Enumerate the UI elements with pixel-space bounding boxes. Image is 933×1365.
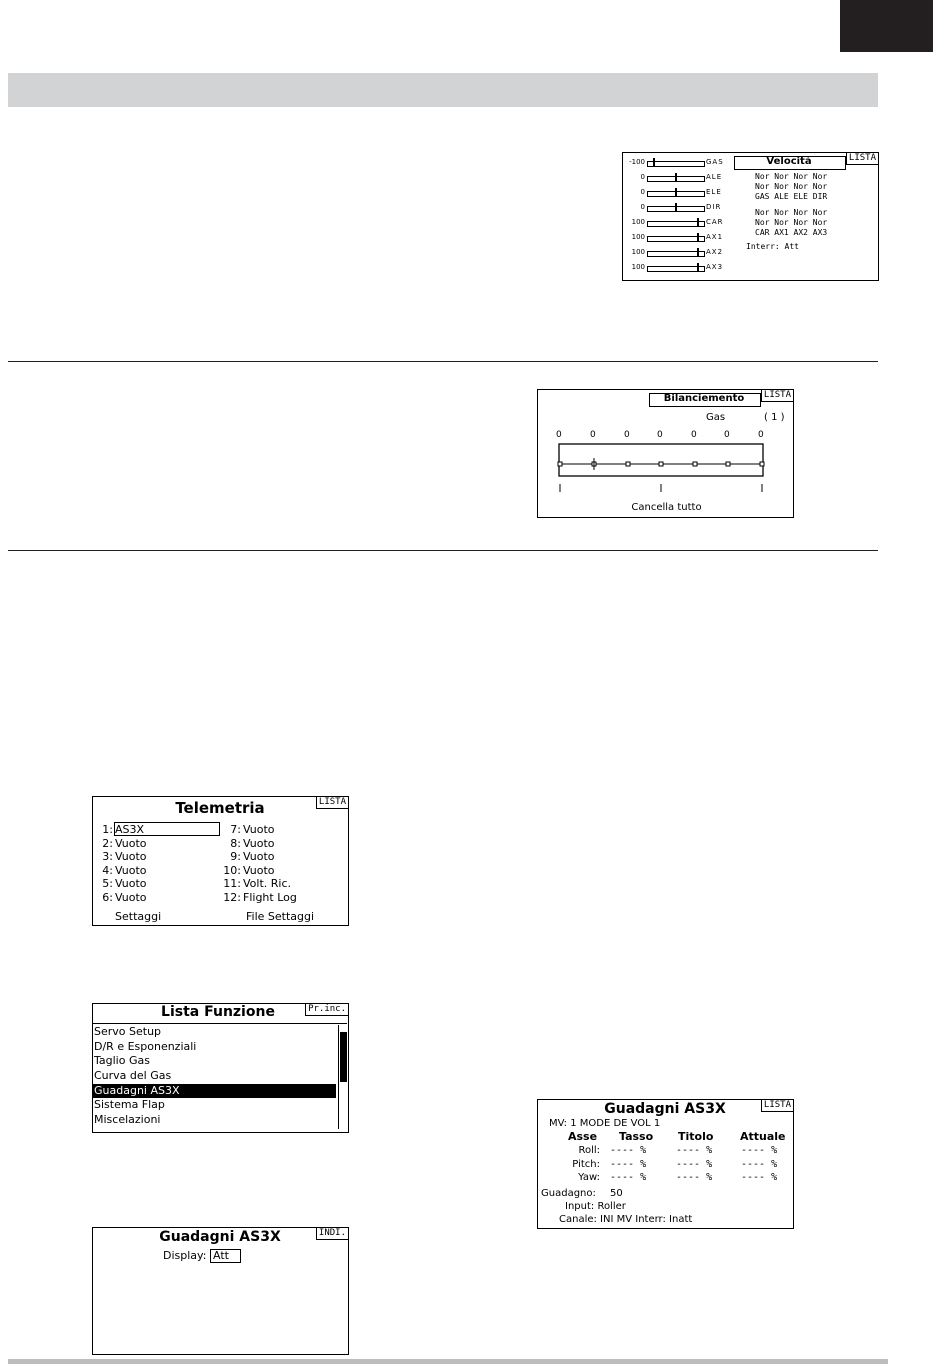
servo-value: 100 [631,248,645,256]
display-value: Att [213,1249,229,1262]
scrollbar-thumb [340,1032,347,1082]
screen-badge: LISTA [316,796,349,809]
heading-value: ---- % [676,1145,713,1156]
trim-value: 0 [624,430,630,440]
slot-label: Vuoto [243,823,275,836]
function-list-item[interactable]: Servo Setup [94,1025,162,1038]
rate-value: ---- % [610,1145,647,1156]
actual-value: ---- % [741,1172,778,1183]
switch-line: Interr: Att [746,242,799,251]
grid-line: Nor Nor Nor Nor [755,208,828,217]
servo-name: AX1 [706,233,724,241]
gain-row [538,1159,795,1172]
as3x-display-screen [92,1227,349,1355]
function-list-item[interactable]: D/R e Esponenziali [94,1039,197,1053]
axis-label: Yaw: [578,1172,600,1183]
slot-label: Vuoto [115,850,147,863]
trim-value: 0 [691,430,697,440]
screen-title: Velocità [766,156,812,167]
rate-value: ---- % [610,1158,647,1170]
servo-name: ALE [706,173,723,181]
slot-label: AS3X [115,823,145,836]
trim-screen [537,389,794,518]
axis-label: Pitch: [572,1158,600,1170]
clear-all-label: Cancella tutto [631,502,702,513]
slot-label: Vuoto [115,877,147,890]
telemetry-slot[interactable] [93,891,221,904]
slot-label: Vuoto [243,836,275,850]
servo-position-marker [697,218,699,227]
function-list-item[interactable]: Taglio Gas [94,1054,150,1068]
section-divider [8,361,878,362]
trim-point [726,462,730,466]
slot-number: 7: [230,823,241,836]
trim-value: 0 [657,430,663,440]
gain-value: 50 [610,1188,623,1199]
screen-title: Bilanciemento [663,393,745,404]
actual-value: ---- % [741,1145,778,1156]
grid-line: CAR AX1 AX2 AX3 [755,228,828,237]
trim-point [626,462,630,466]
slot-number: 12: [223,890,241,904]
selection-frame [114,822,220,836]
servo-position-marker [653,158,655,167]
telemetry-slot[interactable] [221,837,349,850]
gain-row [538,1172,795,1185]
header-actual: Attuale [740,1130,786,1143]
servo-value: 100 [631,263,645,271]
trim-graph [538,440,795,495]
slot-number: 9: [230,850,241,863]
gain-row [538,1145,795,1158]
slot-number: 4: [102,863,113,877]
scrollbar [338,1025,348,1129]
actual-value: ---- % [741,1158,778,1170]
slot-label: Volt. Ric. [243,877,292,890]
servo-bar [647,161,705,167]
trim-value: 0 [758,430,764,440]
telemetry-slot[interactable] [93,837,221,850]
function-list-item[interactable]: Miscelazioni [94,1113,161,1127]
chapter-tab [840,0,933,52]
function-list [93,1025,336,1128]
slot-label: Vuoto [243,863,275,877]
file-settings-label: File Settaggi [246,910,315,923]
heading-value: ---- % [676,1158,713,1170]
servo-row [623,261,743,275]
telemetry-slot[interactable] [93,850,221,863]
slot-number: 5: [102,877,113,890]
input-line: Input: Roller [565,1201,626,1212]
page-bottom-bar [8,1359,888,1364]
section-header-band [8,73,878,107]
screen-title: Telemetria [175,799,265,817]
axis-label: Roll: [578,1145,600,1156]
screen-title: Guadagni AS3X [604,1101,726,1117]
servo-value: 100 [631,233,645,241]
channel-line: Canale: INI MV Interr: Inatt [559,1214,693,1225]
channel-index: ( 1 ) [764,412,785,423]
telemetry-slot[interactable] [221,850,349,863]
screen-badge: LISTA [761,1099,794,1112]
slot-label: Flight Log [243,890,297,904]
slot-number: 6: [102,890,113,904]
flight-mode-line: MV: 1 MODE DE VOL 1 [549,1118,661,1129]
slot-number: 10: [223,863,241,877]
slot-label: Vuoto [115,863,147,877]
rate-value: ---- % [610,1172,647,1183]
slot-label: Vuoto [243,850,275,863]
header-rate: Tasso [619,1130,654,1143]
trim-point [659,462,663,466]
settings-label: Settaggi [115,910,162,923]
function-list-item[interactable]: Sistema Flap [94,1098,165,1112]
telemetry-slot[interactable] [221,877,349,890]
display-label: Display: [163,1249,207,1262]
grid-line: Nor Nor Nor Nor [755,172,828,181]
servo-position-marker [675,173,677,182]
telemetry-slot[interactable] [93,877,221,890]
servo-row [623,186,743,200]
trim-point [558,462,562,466]
servo-grid [755,172,827,238]
telemetry-slot[interactable] [93,864,221,877]
slot-number: 11: [223,877,241,890]
servo-name: GAS [706,158,724,166]
servo-position-marker [697,248,699,257]
telemetry-slot[interactable] [221,823,349,836]
servo-row [623,246,743,260]
screen-title: Guadagni AS3X [159,1229,281,1245]
servo-name: AX3 [706,263,724,271]
header-heading: Titolo [678,1130,714,1143]
slot-label: Vuoto [115,890,147,904]
trim-value: 0 [724,430,730,440]
servo-value: 0 [640,188,645,196]
telemetry-slot[interactable] [221,891,349,904]
servo-value: 0 [640,203,645,211]
monitor-screen [622,152,879,281]
servo-name: AX2 [706,248,724,256]
servo-name: ELE [706,188,722,196]
as3x-gains-screen [537,1099,794,1229]
grid-line: GAS ALE ELE DIR [755,192,828,201]
trim-point [760,462,764,466]
servo-value: 100 [631,218,645,226]
screen-badge: INDI. [316,1227,349,1240]
servo-name: CAR [706,218,724,226]
slot-number: 3: [102,850,113,863]
servo-row [623,231,743,245]
servo-row [623,201,743,215]
screen-badge: LISTA [761,389,794,402]
trim-value: 0 [556,430,562,440]
function-list-item[interactable]: Guadagni AS3X [93,1084,336,1099]
servo-position-marker [675,203,677,212]
servo-position-marker [697,233,699,242]
servo-position-marker [697,263,699,272]
telemetry-slot[interactable] [221,864,349,877]
heading-value: ---- % [676,1172,713,1183]
slot-number: 8: [230,836,241,850]
servo-bar-list [623,156,743,276]
telemetry-screen [92,796,349,926]
servo-row [623,216,743,230]
grid-line: Nor Nor Nor Nor [755,218,828,227]
graph-frame [559,444,763,476]
gain-label: Guadagno: [541,1188,596,1199]
screen-title: Lista Funzione [161,1004,275,1020]
channel-label: Gas [706,412,726,423]
servo-row [623,156,743,170]
function-list-item[interactable]: Curva del Gas [94,1069,172,1083]
header-axis: Asse [568,1130,598,1143]
servo-value: 0 [640,173,645,181]
servo-name: DIR [706,203,722,211]
screen-badge: LISTA [846,152,879,165]
servo-value: -100 [629,158,645,166]
function-list-screen [92,1003,349,1133]
slot-number: 1: [102,823,113,836]
grid-line: Nor Nor Nor Nor [755,182,828,191]
trim-point [693,462,697,466]
servo-position-marker [675,188,677,197]
servo-row [623,171,743,185]
trim-value: 0 [590,430,596,440]
slot-number: 2: [102,836,113,850]
screen-badge: Pr.inc. [305,1003,349,1016]
slot-label: Vuoto [115,836,147,850]
section-divider [8,550,878,551]
